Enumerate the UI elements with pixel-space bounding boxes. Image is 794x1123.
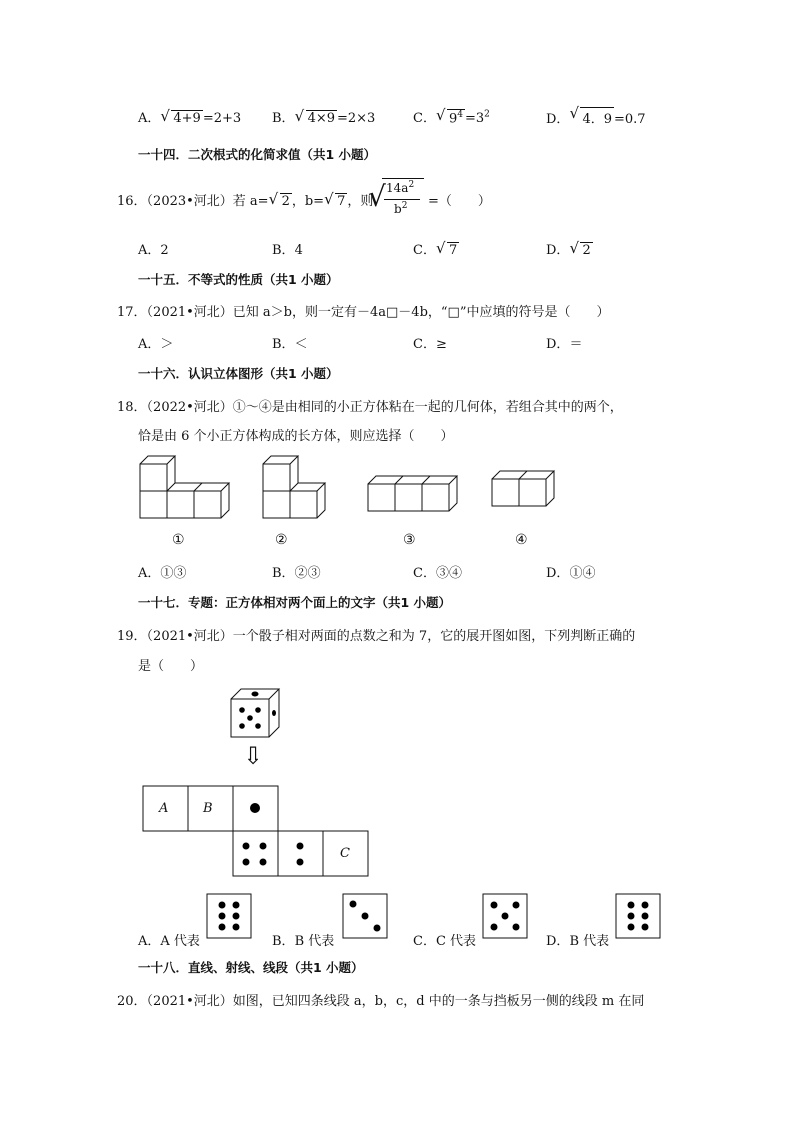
q18-option-b: B．②③ [272,566,321,581]
q16-fraction-radical: √ $14a^2$ $b^2$ [368,176,428,220]
down-arrow-icon: ⇩ [243,742,264,770]
q18-label-4: ④ [515,532,528,548]
q16-option-b: B．4 [272,243,303,258]
q18-option-a: A．①③ [138,566,187,581]
section-heading-16: 一十六．认识立体图形（共1 小题） [138,366,339,381]
q18-solid-3 [367,475,467,520]
die-net-figure [142,785,370,880]
q19-option-c-die-face [482,893,528,939]
q15-option-a: A． √ 4+9 =2+3 [138,107,242,126]
net-label-a: A [159,801,169,816]
q16-option-a: A．2 [138,243,169,258]
q18-solid-1 [139,455,239,520]
net-label-b: B [203,801,213,816]
q17-option-d: D．＝ [546,337,583,352]
net-label-c: C [340,846,350,861]
q17-option-c: C．≥ [413,337,447,352]
q15-option-b: B． √ 4×9 =2×3 [272,107,376,126]
q16-option-c: C． √ 7 [413,239,458,258]
question-16: 16．（2023•河北）若 a= √ 2 ，b= √ 7 ，则 [117,190,374,209]
q18-label-3: ③ [403,532,416,548]
question-19-line2: 是（ ） [138,659,204,674]
question-18-line2: 恰是由 6 个小正方体构成的长方体，则应选择（ ） [138,429,454,444]
question-18-line1: 18．（2022•河北）①～④是由相同的小正方体粘在一起的几何体，若组合其中的两个， [117,400,623,415]
die-3d-figure [230,688,290,740]
q19-option-c: C．C 代表 [413,934,477,949]
q17-option-a: A．＞ [138,337,174,352]
section-heading-15: 一十五．不等式的性质（共1 小题） [138,272,339,287]
q19-option-d: D．B 代表 [546,934,610,949]
question-17: 17．（2021•河北）已知 a＞b，则一定有－4a□－4b，“□”中应填的符号是（ ） [117,305,610,320]
q19-option-d-die-face [615,893,661,939]
q15-option-d: D． √ 4．9 =0.7 [546,104,646,127]
q19-option-b: B．B 代表 [272,934,335,949]
q16-answer-blank: =（ ） [428,194,491,209]
section-heading-17: 一十七．专题：正方体相对两个面上的文字（共1 小题） [138,595,452,610]
q19-option-a: A．A 代表 [138,934,200,949]
q16-option-d: D． √ 2 [546,239,591,258]
q18-option-c: C．③④ [413,566,462,581]
question-19-line1: 19．（2021•河北）一个骰子相对两面的点数之和为 7，它的展开图如图，下列判断正确的 [117,629,636,644]
q19-option-b-die-face [342,893,388,939]
q18-solid-4 [491,470,561,510]
q18-solid-2 [262,455,337,520]
q18-option-d: D．①④ [546,566,596,581]
q17-option-b: B．＜ [272,337,308,352]
q18-label-2: ② [275,532,288,548]
q18-label-1: ① [172,532,185,548]
section-heading-14: 一十四．二次根式的化简求值（共1 小题） [138,147,377,162]
q19-option-a-die-face [206,893,252,939]
q15-option-c: C． √ $9^4 =3^2$ [413,105,490,126]
section-heading-18: 一十八．直线、射线、线段（共1 小题） [138,960,364,975]
question-20-line1: 20．（2021•河北）如图，已知四条线段 a，b，c，d 中的一条与挡板另一侧的线段 m 在同 [117,994,645,1009]
